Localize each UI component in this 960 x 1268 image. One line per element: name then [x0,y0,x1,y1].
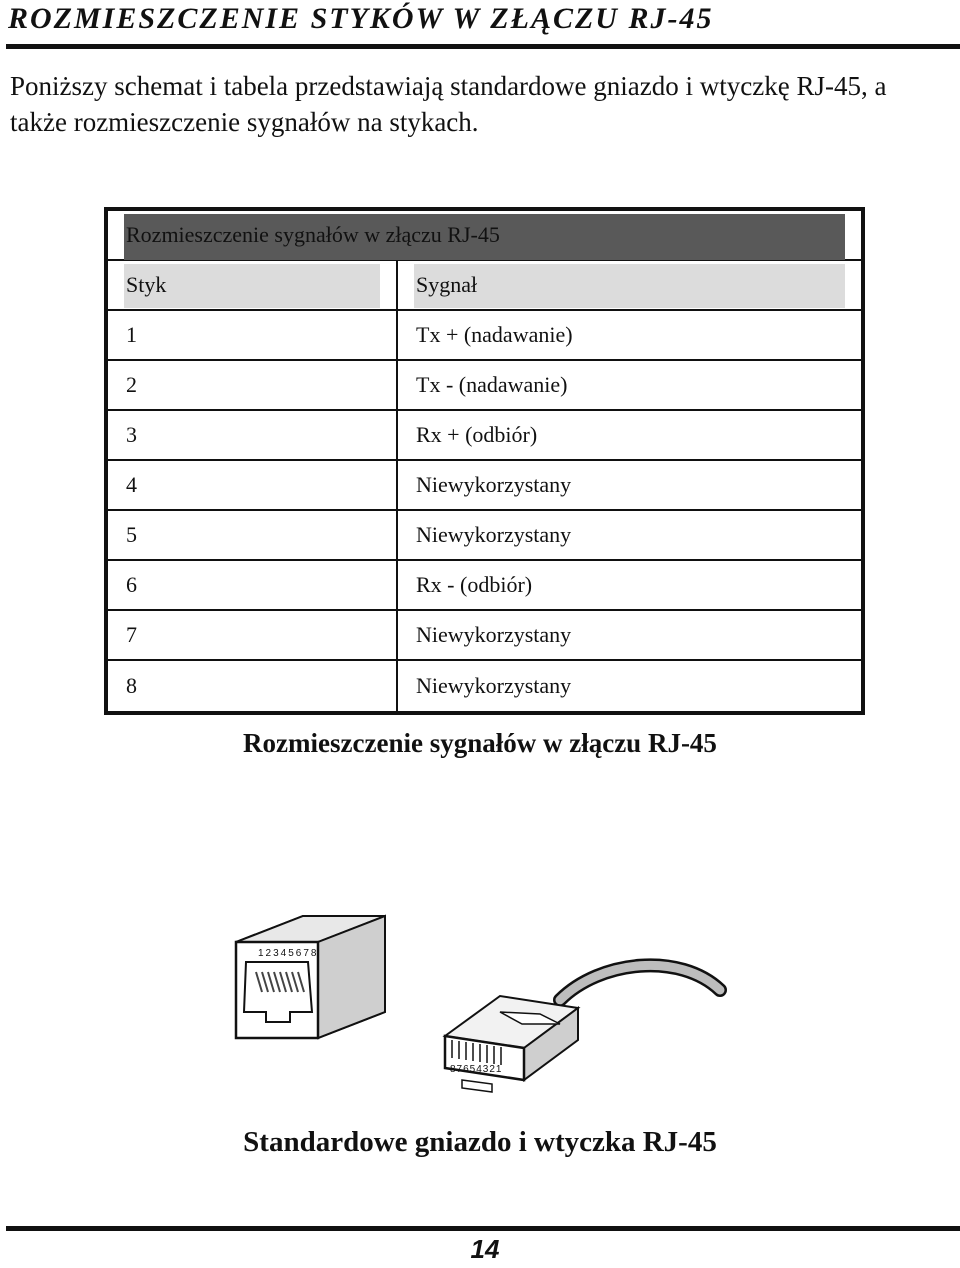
table-caption-below: Rozmieszczenie sygnałów w złączu RJ-45 [243,728,717,758]
pin-signal: Tx + (nadawanie) [416,322,573,347]
table-row [108,311,861,361]
rj45-plug-illustration [445,965,720,1092]
pin-signal: Niewykorzystany [416,622,572,647]
table-caption: Rozmieszczenie sygnałów w złączu RJ-45 [126,222,500,247]
rj45-figure [0,900,960,1120]
table-row [108,561,861,611]
rj45-jack-illustration [236,916,385,1038]
pin-number: 4 [126,472,137,497]
table-header-row [108,261,861,311]
table-row [108,461,861,511]
table-row [108,611,861,661]
pin-number: 3 [126,422,137,447]
pinout-table [104,207,865,715]
pin-number: 2 [126,372,137,397]
pin-signal: Rx + (odbiór) [416,422,538,447]
pin-number: 1 [126,322,137,347]
pin-number: 8 [126,673,137,698]
table-row [108,661,861,711]
footer-rule [6,1226,960,1231]
header-bg [414,264,845,308]
column-header-signal: Sygnał [416,272,478,297]
title-rule [6,44,960,49]
pin-signal: Niewykorzystany [416,472,572,497]
figure-caption: Standardowe gniazdo i wtyczka RJ-45 [243,1126,717,1158]
plug-pin-labels: 87654321 [450,1064,503,1075]
jack-pin-labels: 12345678 [258,948,319,959]
table-row [108,361,861,411]
pin-signal: Tx - (nadawanie) [416,372,568,397]
column-header-pin: Styk [126,272,167,297]
pin-number: 5 [126,522,137,547]
page-title: ROZMIESZCZENIE STYKÓW W ZŁĄCZU RJ-45 [8,2,714,35]
pin-number: 6 [126,572,137,597]
pin-signal: Niewykorzystany [416,522,572,547]
table-row [108,511,861,561]
table-row [108,411,861,461]
pin-signal: Niewykorzystany [416,673,572,698]
table-caption-row [108,211,861,261]
pin-number: 7 [126,622,137,647]
intro-paragraph: Poniższy schemat i tabela przedstawiają standardowe gniazdo i wtyczkę RJ-45, a także rozmieszczenie sygnałów na stykach. [10,71,887,137]
page-number: 14 [470,1234,500,1264]
pin-signal: Rx - (odbiór) [416,572,533,597]
